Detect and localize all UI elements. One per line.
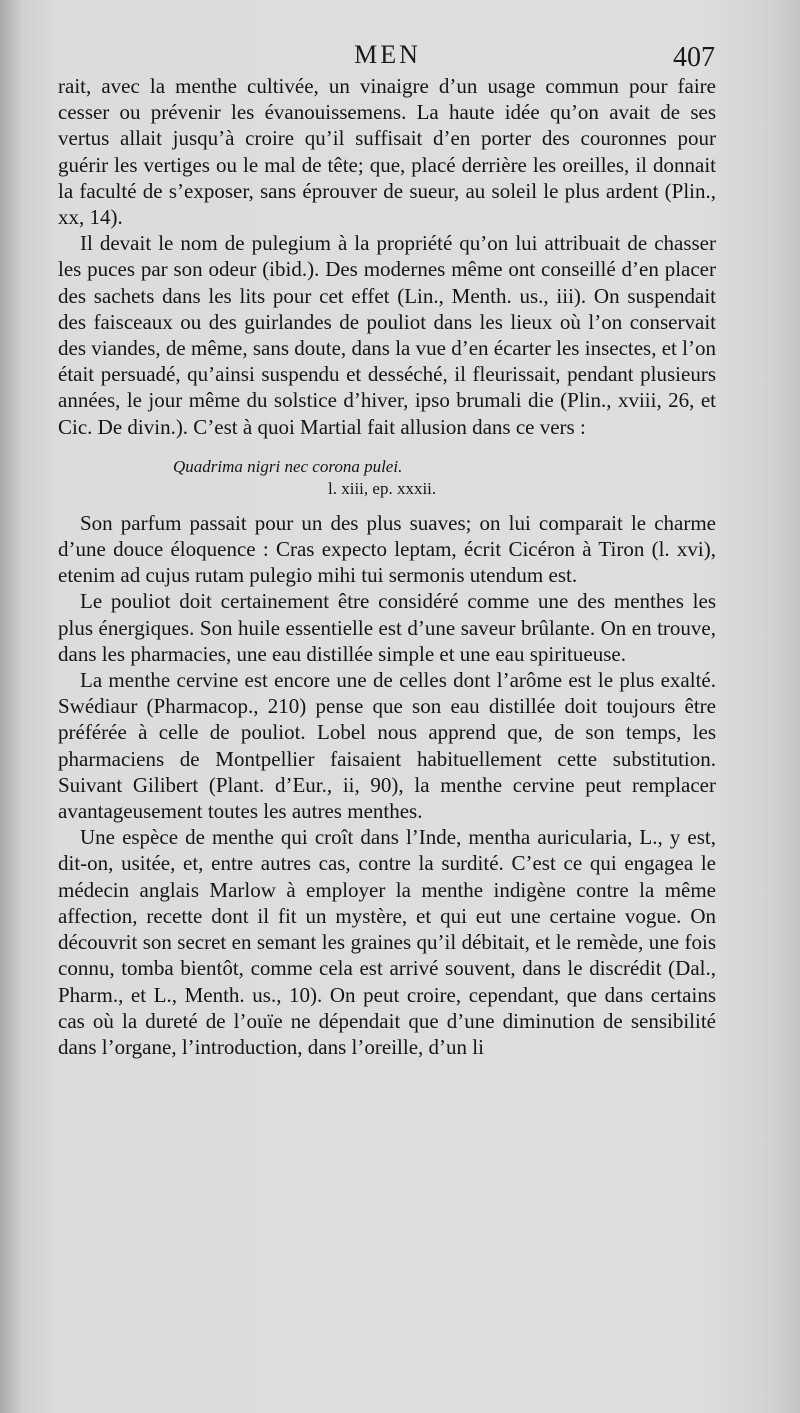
paragraph-2: Il devait le nom de pulegium à la propriété qu’on lui attribuait de chasser les puces par son odeur (ibid.). Des modernes même ont conseillé d’en placer des sachets dans les lits pour cet effet (Lin., Menth. us., iii). On suspendait des faisceaux ou des guirlandes de pouliot dans les lieux où l’on conservait des viandes, de même, sans doute, dans la vue d’en écarter les insectes, et l’on était persuadé, qu’ainsi suspendu et desséché, il fleurissait, pendant plusieurs années, le jour même du solstice d’hiver, ipso brumali die (Plin., xviii, 26, et Cic. De divin.). C’est à quoi Martial fait allusion dans ce vers : <box>58 231 716 439</box>
quoted-verse <box>58 456 716 478</box>
page-number: 407 <box>673 42 715 73</box>
paragraph-4: Le pouliot doit certainement être considéré comme une des menthes les plus énergiques. Son huile essentielle est d’une saveur brûlante. On en trouve, dans les pharmacies, une eau distillée simple et une eau spiritueuse. <box>58 589 716 666</box>
paragraph-3: Son parfum passait pour un des plus suaves; on lui comparait le charme d’une douce éloquence : Cras expecto leptam, écrit Cicéron à Tiron (l. xvi), etenim ad cujus rutam pulegio mihi tui sermonis utendum est. <box>58 510 716 588</box>
paragraph-5: La menthe cervine est encore une de celles dont l’arôme est le plus exalté. Swédiaur (Pharmacop., 210) pense que son eau distillée doit toujours être préférée à celle de pouliot. Lobel nous apprend que, de son temps, les pharmaciens de Montpellier faisaient habituellement cette substitution. Suivant Gilibert (Plant. d’Eur., ii, 90), la menthe cervine peut remplacer avantageusement toutes les autres menthes. <box>58 668 716 824</box>
body-text <box>58 73 716 1060</box>
running-head: MEN <box>354 40 421 69</box>
paragraph-6: Une espèce de menthe qui croît dans l’Inde, mentha auricularia, L., y est, dit-on, usitée, et, entre autres cas, contre la surdité. C’est ce qui engagea le médecin anglais Marlow à employer la menthe indigène contre la même affection, recette dont il fit un mystère, et qui eut une certaine vogue. On découvrit son secret en semant les graines qu’il débitait, et le remède, une fois connu, tomba bientôt, comme cela est arrivé souvent, dans le discrédit (Dal., Pharm., et L., Menth. us., 10). On peut croire, cependant, que dans certains cas où la dureté de l’ouïe ne dépendait que d’une diminution de sensibilité dans l’organe, l’introduction, dans l’oreille, d’un li <box>58 825 716 1059</box>
verse-line: Quadrima nigri nec corona pulei. <box>173 456 403 476</box>
verse-citation: l. xiii, ep. xxxii. <box>328 478 437 498</box>
paragraph-1: rait, avec la menthe cultivée, un vinaigre d’un usage commun pour faire cesser ou prévenir les évanouissemens. La haute idée qu’on avait de ses vertus allait jusqu’à croire qu’il suffisait d’en porter des couronnes pour guérir les vertiges ou le mal de tête; que, placé derrière les oreilles, il donnait la faculté de s’exposer, sans éprouver de sueur, au soleil le plus ardent (Plin., xx, 14). <box>58 74 716 230</box>
